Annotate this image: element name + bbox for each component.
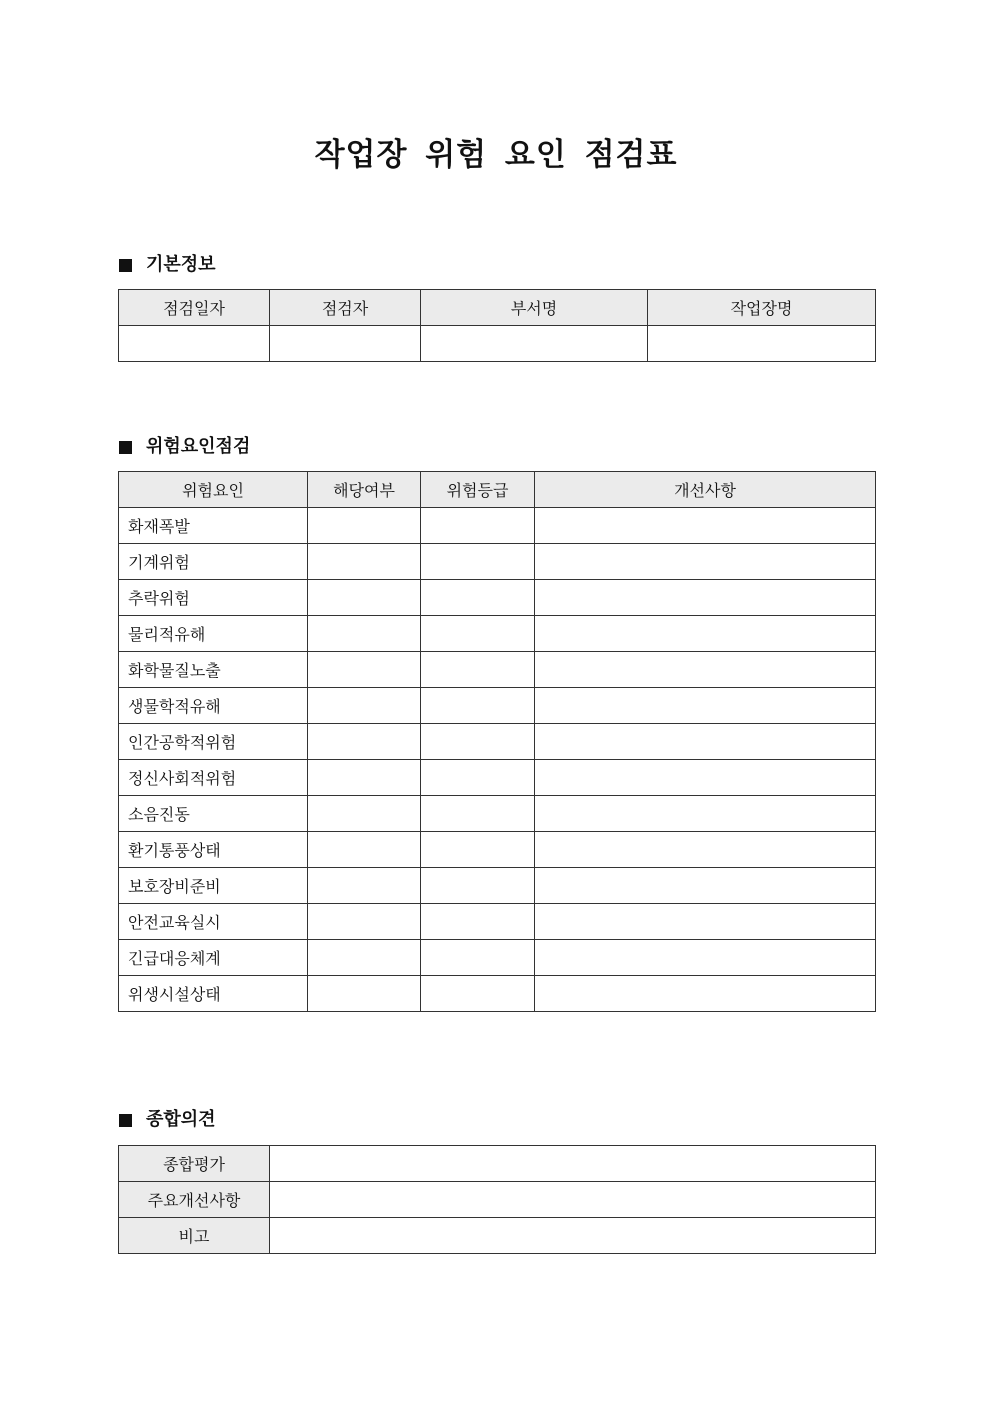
applicable-field[interactable]	[308, 868, 421, 904]
applicable-field[interactable]	[308, 760, 421, 796]
table-row	[119, 544, 876, 580]
risk-level-field[interactable]	[421, 616, 535, 652]
hazard-factor-label: 긴급대응체계	[119, 940, 308, 976]
basic-info-table	[118, 289, 876, 362]
table-row	[119, 1182, 876, 1218]
black-square-icon	[119, 1114, 132, 1127]
table-row	[119, 1218, 876, 1254]
table-row	[119, 760, 876, 796]
applicable-field[interactable]	[308, 544, 421, 580]
risk-level-field[interactable]	[421, 904, 535, 940]
table-row	[119, 508, 876, 544]
applicable-field[interactable]	[308, 508, 421, 544]
hazard-factor-label: 화학물질노출	[119, 652, 308, 688]
column-header-inspection-date: 점검일자	[119, 290, 270, 326]
applicable-field[interactable]	[308, 724, 421, 760]
table-row	[119, 724, 876, 760]
page-title: 작업장 위험 요인 점검표	[314, 137, 678, 173]
risk-level-field[interactable]	[421, 760, 535, 796]
table-row	[119, 1146, 876, 1182]
section-heading-summary	[119, 1108, 216, 1132]
risk-level-field[interactable]	[421, 868, 535, 904]
table-row	[119, 580, 876, 616]
section-heading-basic-info	[119, 253, 216, 277]
column-header-department: 부서명	[421, 290, 648, 326]
improvement-field[interactable]	[535, 580, 876, 616]
remarks-field[interactable]	[270, 1218, 876, 1254]
summary-label-key-improvements: 주요개선사항	[119, 1182, 270, 1218]
hazard-factor-label: 인간공학적위험	[119, 724, 308, 760]
applicable-field[interactable]	[308, 616, 421, 652]
column-header-improvement: 개선사항	[535, 472, 876, 508]
hazard-factor-label: 안전교육실시	[119, 904, 308, 940]
risk-level-field[interactable]	[421, 724, 535, 760]
improvement-field[interactable]	[535, 688, 876, 724]
table-row	[119, 832, 876, 868]
improvement-field[interactable]	[535, 796, 876, 832]
summary-label-overall: 종합평가	[119, 1146, 270, 1182]
improvement-field[interactable]	[535, 652, 876, 688]
inspection-date-field[interactable]	[119, 326, 270, 362]
risk-level-field[interactable]	[421, 940, 535, 976]
table-header-row	[119, 290, 876, 326]
section-heading-label: 위험요인점검	[146, 436, 251, 457]
table-row	[119, 904, 876, 940]
risk-level-field[interactable]	[421, 580, 535, 616]
table-row	[119, 652, 876, 688]
risk-level-field[interactable]	[421, 544, 535, 580]
improvement-field[interactable]	[535, 832, 876, 868]
hazard-factor-label: 물리적유해	[119, 616, 308, 652]
table-row	[119, 616, 876, 652]
table-row	[119, 868, 876, 904]
hazard-factor-label: 화재폭발	[119, 508, 308, 544]
column-header-inspector: 점검자	[270, 290, 421, 326]
improvement-field[interactable]	[535, 724, 876, 760]
hazard-factor-label: 생물학적유해	[119, 688, 308, 724]
section-heading-label: 종합의견	[146, 1109, 216, 1130]
key-improvements-field[interactable]	[270, 1182, 876, 1218]
improvement-field[interactable]	[535, 904, 876, 940]
applicable-field[interactable]	[308, 688, 421, 724]
applicable-field[interactable]	[308, 904, 421, 940]
section-heading-label: 기본정보	[146, 254, 216, 275]
hazard-check-table	[118, 471, 876, 1012]
hazard-factor-label: 추락위험	[119, 580, 308, 616]
risk-level-field[interactable]	[421, 508, 535, 544]
table-row	[119, 796, 876, 832]
improvement-field[interactable]	[535, 760, 876, 796]
hazard-factor-label: 기계위험	[119, 544, 308, 580]
table-row	[119, 688, 876, 724]
improvement-field[interactable]	[535, 616, 876, 652]
summary-label-remarks: 비고	[119, 1218, 270, 1254]
table-row	[119, 976, 876, 1012]
hazard-factor-label: 소음진동	[119, 796, 308, 832]
applicable-field[interactable]	[308, 580, 421, 616]
hazard-factor-label: 환기통풍상태	[119, 832, 308, 868]
summary-table	[118, 1145, 876, 1254]
black-square-icon	[119, 259, 132, 272]
black-square-icon	[119, 441, 132, 454]
risk-level-field[interactable]	[421, 976, 535, 1012]
column-header-risk-level: 위험등급	[421, 472, 535, 508]
improvement-field[interactable]	[535, 508, 876, 544]
hazard-factor-label: 위생시설상태	[119, 976, 308, 1012]
hazard-factor-label: 정신사회적위험	[119, 760, 308, 796]
table-header-row	[119, 472, 876, 508]
department-field[interactable]	[421, 326, 648, 362]
applicable-field[interactable]	[308, 832, 421, 868]
hazard-factor-label: 보호장비준비	[119, 868, 308, 904]
risk-level-field[interactable]	[421, 652, 535, 688]
applicable-field[interactable]	[308, 976, 421, 1012]
table-row	[119, 326, 876, 362]
improvement-field[interactable]	[535, 976, 876, 1012]
column-header-applicable: 해당여부	[308, 472, 421, 508]
improvement-field[interactable]	[535, 544, 876, 580]
section-heading-hazard-check	[119, 435, 250, 459]
workplace-field[interactable]	[648, 326, 876, 362]
overall-assessment-field[interactable]	[270, 1146, 876, 1182]
improvement-field[interactable]	[535, 940, 876, 976]
applicable-field[interactable]	[308, 652, 421, 688]
inspector-field[interactable]	[270, 326, 421, 362]
risk-level-field[interactable]	[421, 688, 535, 724]
risk-level-field[interactable]	[421, 832, 535, 868]
improvement-field[interactable]	[535, 868, 876, 904]
table-row	[119, 940, 876, 976]
risk-level-field[interactable]	[421, 796, 535, 832]
column-header-workplace: 작업장명	[648, 290, 876, 326]
applicable-field[interactable]	[308, 796, 421, 832]
column-header-hazard-factor: 위험요인	[119, 472, 308, 508]
applicable-field[interactable]	[308, 940, 421, 976]
